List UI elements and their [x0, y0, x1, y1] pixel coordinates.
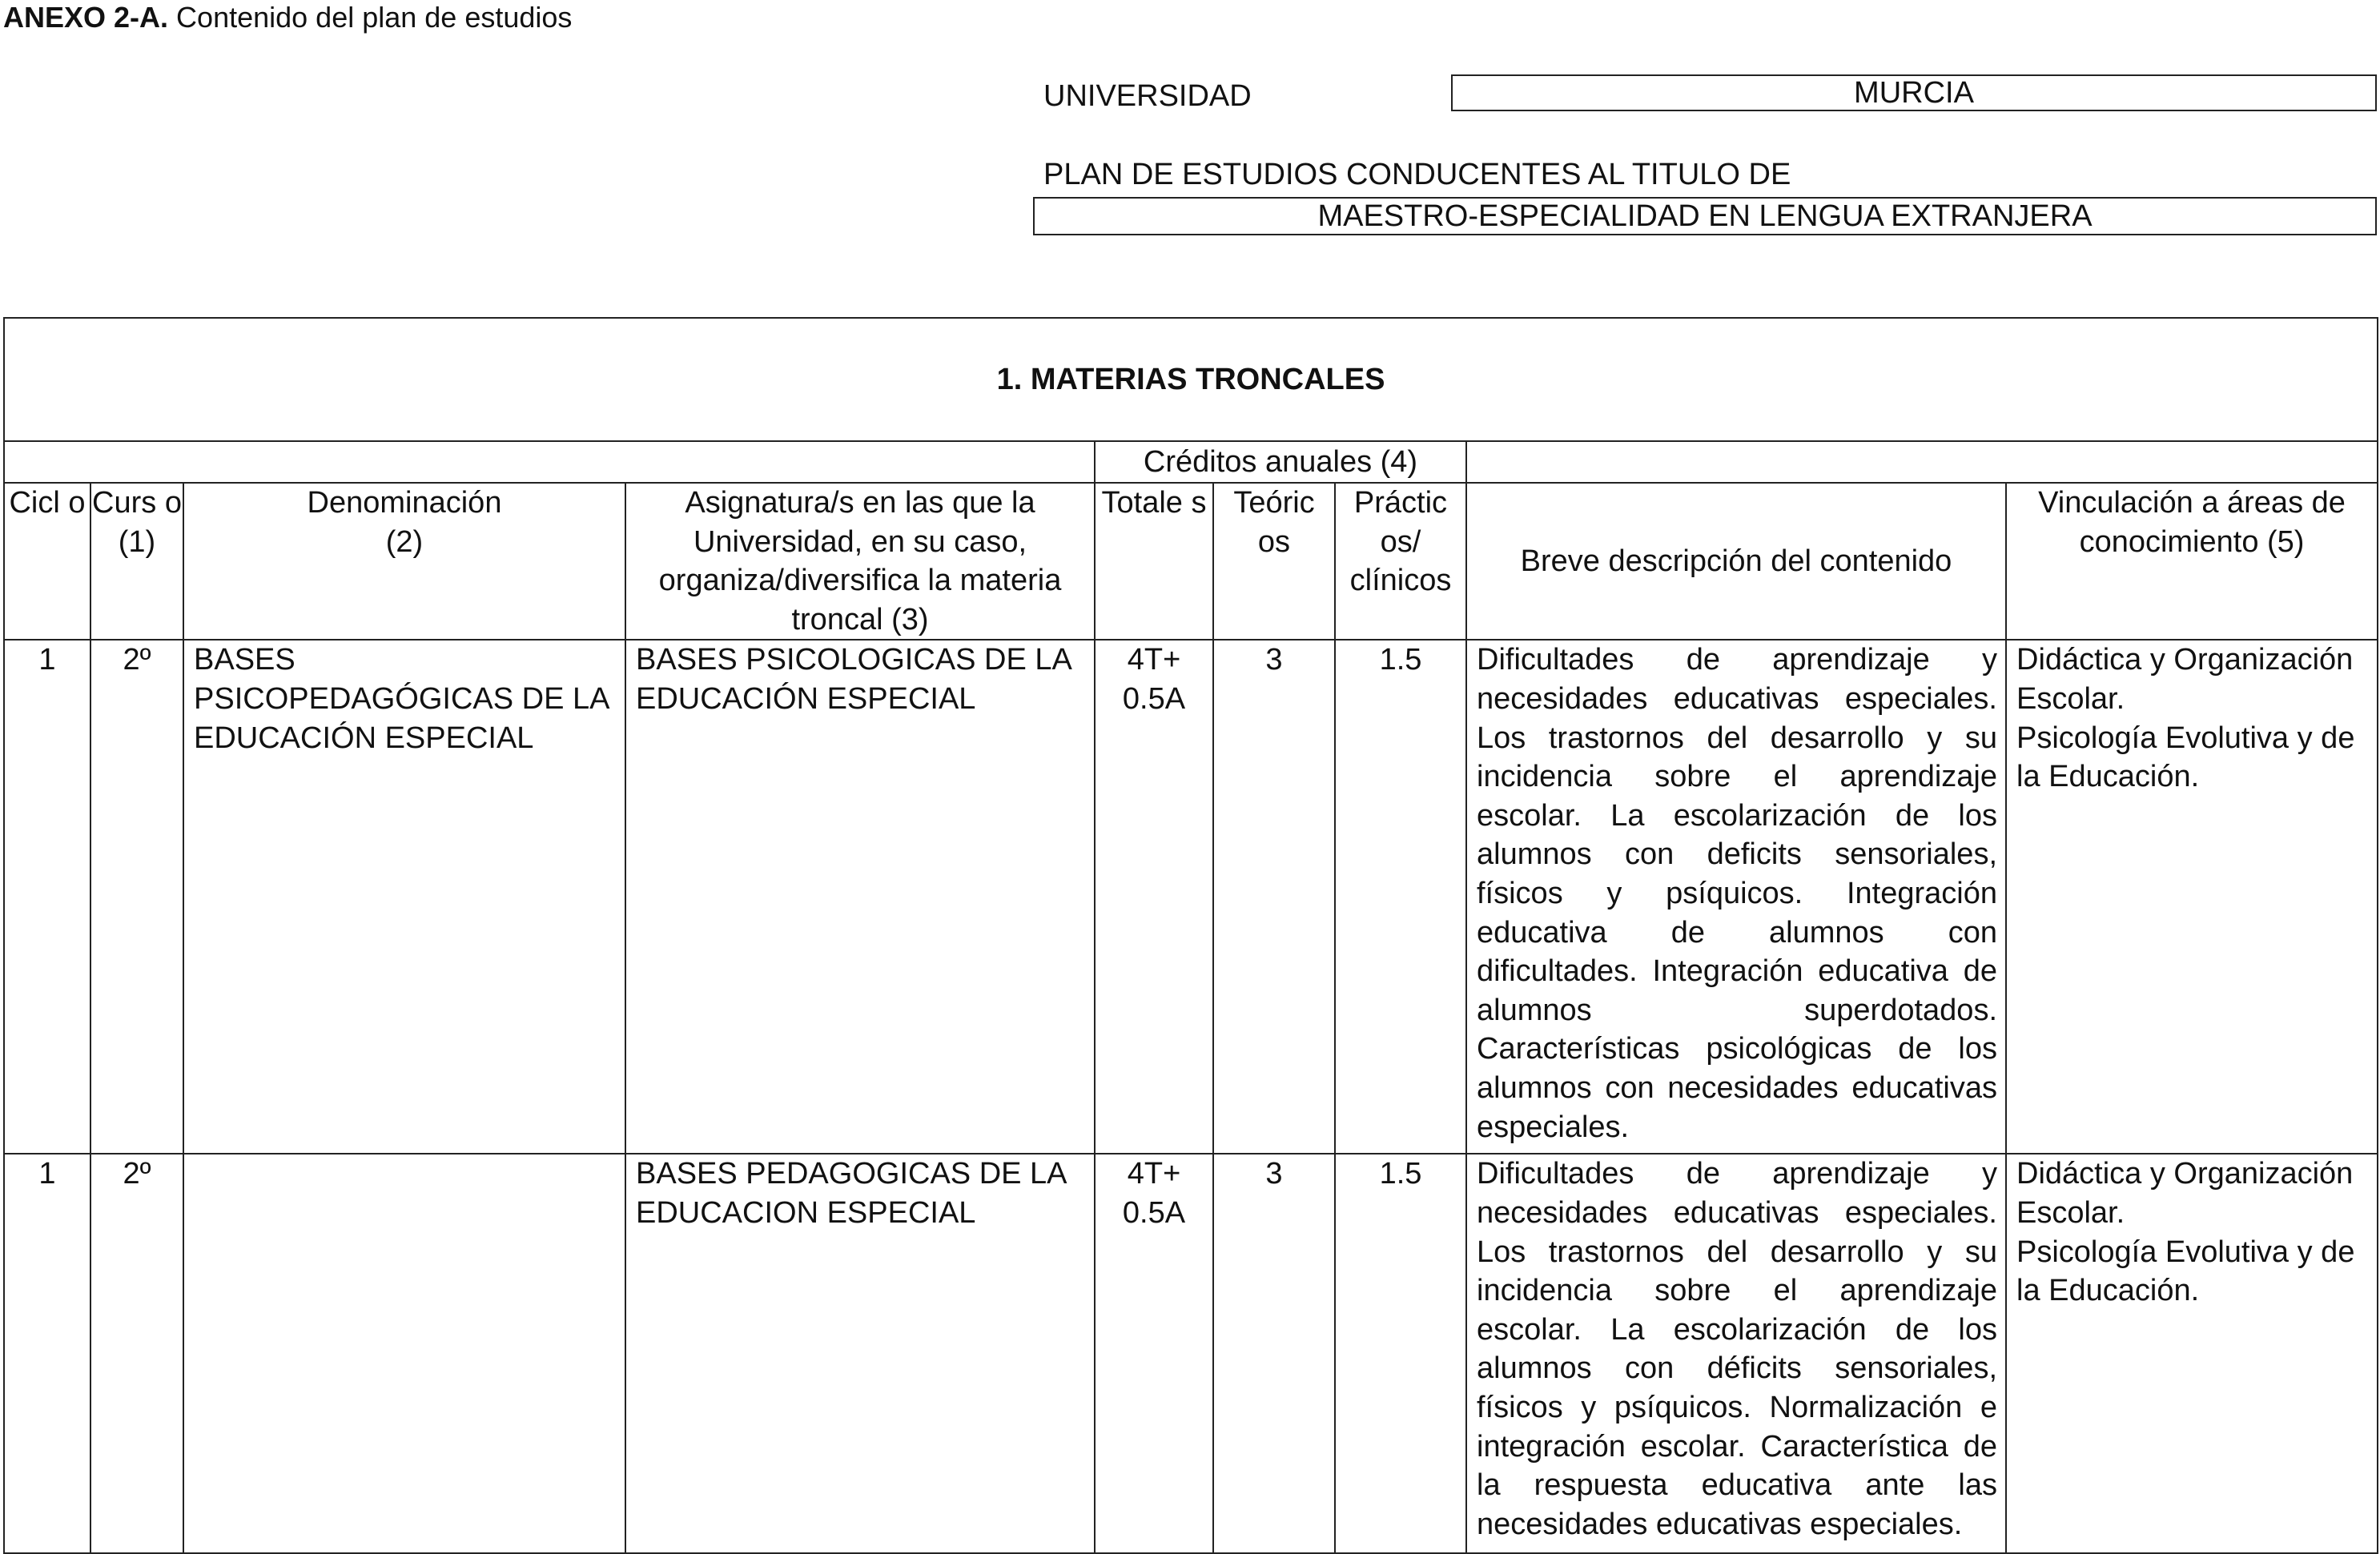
vinculacion-area-1: Didáctica y Organización Escolar.: [2016, 1157, 2354, 1230]
col-header-denominacion: Denominación (2): [183, 483, 625, 640]
cell-curso: 2º: [90, 1154, 183, 1553]
col-header-curso: Curs o (1): [90, 483, 183, 640]
plan-label: PLAN DE ESTUDIOS CONDUCENTES AL TITULO DE: [1043, 158, 1791, 191]
table-row: [4, 640, 2378, 1154]
col-header-descripcion: Breve descripción del contenido: [1466, 483, 2006, 640]
cell-ciclo: 1: [4, 1154, 90, 1553]
cell-denominacion: BASES PSICOPEDAGÓGICAS DE LA EDUCACIÓN ESPECIAL: [183, 640, 625, 1154]
annex-description: Contenido del plan de estudios: [168, 1, 573, 34]
subjects-table: [3, 317, 2378, 1554]
cell-teoricos: 3: [1213, 640, 1335, 1154]
university-label: UNIVERSIDAD: [1043, 79, 1252, 113]
annex-number: ANEXO 2-A.: [3, 1, 169, 34]
cell-vinculacion: [2006, 1154, 2378, 1553]
cell-descripcion: Dificultades de aprendizaje y necesidades educativas especiales. Los trastornos del desarrollo y su incidencia sobre el aprendizaje escolar. La escolarización de los alumnos con déficits sensoriales, físicos y psíquicos. Normalización e integración escolar. Característica de la respuesta educativa ante las necesidades educativas especiales.: [1466, 1154, 2006, 1553]
degree-title-box: MAESTRO-ESPECIALIDAD EN LENGUA EXTRANJERA: [1033, 197, 2377, 235]
cell-denominacion: [183, 1154, 625, 1553]
annex-heading: [3, 0, 572, 35]
col-header-ciclo: Cicl o: [4, 483, 90, 640]
cell-descripcion: Dificultades de aprendizaje y necesidades educativas especiales. Los trastornos del desarrollo y su incidencia sobre el aprendizaje escolar. La escolarización de los alumnos con deficits sensoriales, físicos y psíquicos. Integración educativa de alumnos con dificultades. Integración educativa de alumnos superdotados. Características psicológicas de los alumnos con necesidades educativas especiales.: [1466, 640, 2006, 1154]
cell-ciclo: 1: [4, 640, 90, 1154]
cell-teoricos: 3: [1213, 1154, 1335, 1553]
university-value-box: MURCIA: [1451, 74, 2377, 111]
cell-totales: 4T+ 0.5A: [1095, 640, 1213, 1154]
col-header-totales: Totale s: [1095, 483, 1213, 640]
credits-header: Créditos anuales (4): [1095, 441, 1466, 483]
section-title: 1. MATERIAS TRONCALES: [4, 318, 2378, 441]
cell-asignatura: BASES PEDAGOGICAS DE LA EDUCACION ESPECIAL: [625, 1154, 1095, 1553]
col-header-asignatura: Asignatura/s en las que la Universidad, en su caso, organiza/diversifica la materia troncal (3): [625, 483, 1095, 640]
cell-practicos: 1.5: [1335, 640, 1466, 1154]
cell-curso: 2º: [90, 640, 183, 1154]
col-header-vinculacion: Vinculación a áreas de conocimiento (5): [2006, 483, 2378, 640]
vinculacion-area-2: Psicología Evolutiva y de la Educación.: [2016, 721, 2355, 794]
credits-spacer-left: [4, 441, 1095, 483]
table-row: [4, 1154, 2378, 1553]
cell-practicos: 1.5: [1335, 1154, 1466, 1553]
vinculacion-area-1: Didáctica y Organización Escolar.: [2016, 643, 2354, 716]
cell-totales: 4T+ 0.5A: [1095, 1154, 1213, 1553]
cell-asignatura: BASES PSICOLOGICAS DE LA EDUCACIÓN ESPECIAL: [625, 640, 1095, 1154]
col-header-practicos: Práctic os/ clínicos: [1335, 483, 1466, 640]
col-header-teoricos: Teóric os: [1213, 483, 1335, 640]
cell-vinculacion: [2006, 640, 2378, 1154]
credits-spacer-right: [1466, 441, 2378, 483]
vinculacion-area-2: Psicología Evolutiva y de la Educación.: [2016, 1235, 2355, 1308]
